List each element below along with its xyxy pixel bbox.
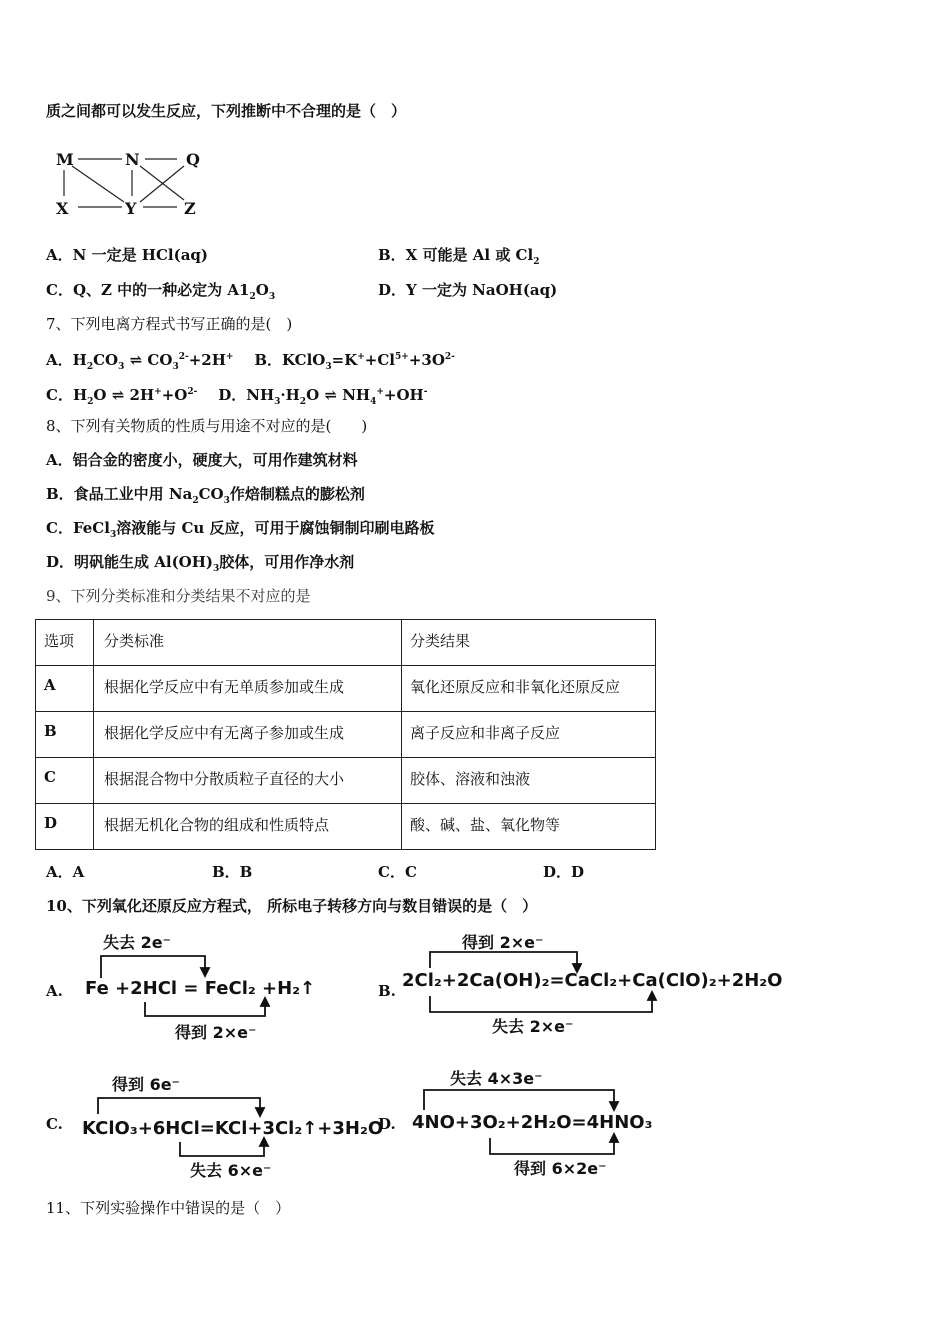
table-cell: D	[36, 804, 94, 850]
q10-option-b-label: B.	[378, 982, 396, 1000]
q7-option-c: C．$H_2O$ ⇌ $2H^++O^{2-}$ D．$NH_3\cdot H_2O$ ⇌ $NH_4^++OH^-$	[46, 386, 428, 407]
q9-option-a: A．A	[46, 863, 85, 881]
table-row	[36, 712, 656, 758]
q6-stem: 质之间都可以发生反应，下列推断中不合理的是（ ）	[46, 102, 407, 120]
q8-option-c: C．FeCl$_3$溶液能与 Cu 反应，可用于腐蚀铜制印刷电路板	[46, 519, 435, 540]
table-cell: 酸、碱、盐、氧化物等	[402, 804, 656, 850]
node-q: Q	[186, 150, 200, 169]
q6-option-c: C．Q、Z 中的一种必定为 $A1_2O_3$	[46, 281, 276, 302]
table-cell: 氧化还原反应和非氧化还原反应	[402, 666, 656, 712]
table-header-row	[36, 620, 656, 666]
table-cell: 胶体、溶液和浊液	[402, 758, 656, 804]
q8-option-b: B．食品工业中用 $Na_2CO_3$作焙制糕点的膨松剂	[46, 485, 365, 506]
equation-text: Fe +2HCl = FeCl₂ +H₂↑	[85, 978, 316, 999]
q6-option-b: B．X 可能是 Al 或 $Cl_2$	[378, 246, 540, 267]
table-header: 分类结果	[402, 620, 656, 666]
q10-option-c-label: C.	[46, 1115, 63, 1133]
node-x: X	[56, 199, 69, 218]
node-m: M	[56, 150, 74, 169]
q6-option-d: D．Y 一定为 NaOH(aq)	[378, 281, 558, 299]
electron-transfer-top: 得到 2×e⁻	[462, 933, 544, 952]
table-row	[36, 666, 656, 712]
q11-stem: 11、下列实验操作中错误的是（ ）	[46, 1199, 291, 1217]
electron-transfer-top: 失去 4×3e⁻	[450, 1069, 543, 1088]
electron-transfer-bottom: 得到 6×2e⁻	[514, 1159, 607, 1178]
q7-option-a: A．$H_2CO_3$ ⇌ $CO_3^{2-}+2H^+$ B．$KClO_3=K^++Cl^{5+}+3O^{2-}$	[46, 351, 455, 372]
q10-stem: 10、下列氧化还原反应方程式， 所标电子转移方向与数目错误的是（ ）	[46, 897, 538, 915]
electron-transfer-bottom: 失去 2×e⁻	[492, 1017, 574, 1036]
q9-option-b: B．B	[212, 863, 253, 881]
table-cell: 根据化学反应中有无离子参加或生成	[94, 712, 402, 758]
q6-option-a: A．N 一定是 HCl(aq)	[46, 246, 209, 264]
equation-text: KClO₃+6HCl=KCl+3Cl₂↑+3H₂O	[82, 1118, 384, 1139]
q9-option-d: D．D	[543, 863, 585, 881]
table-cell: 根据化学反应中有无单质参加或生成	[94, 666, 402, 712]
electron-transfer-bottom: 得到 2×e⁻	[175, 1023, 257, 1042]
table-row	[36, 804, 656, 850]
q10-option-d-label: D.	[378, 1115, 396, 1133]
electron-transfer-top: 失去 2e⁻	[103, 933, 172, 952]
equation-text: 2Cl₂+2Ca(OH)₂=CaCl₂+Ca(ClO)₂+2H₂O	[402, 970, 783, 991]
table-cell: A	[36, 666, 94, 712]
q10-option-a-label: A.	[46, 982, 63, 1000]
q10-option-d-equation	[412, 1066, 672, 1181]
q9-stem: 9、下列分类标准和分类结果不对应的是	[46, 587, 311, 605]
node-n: N	[125, 150, 140, 169]
q8-stem: 8、下列有关物质的性质与用途不对应的是( )	[46, 417, 368, 435]
q7-stem: 7、下列电离方程式书写正确的是( )	[46, 315, 293, 333]
q9-table	[35, 619, 656, 850]
table-cell: B	[36, 712, 94, 758]
table-cell: 离子反应和非离子反应	[402, 712, 656, 758]
table-cell: 根据混合物中分散质粒子直径的大小	[94, 758, 402, 804]
table-cell: 根据无机化合物的组成和性质特点	[94, 804, 402, 850]
q8-option-d: D．明矾能生成 $Al(OH)_3$胶体，可用作净水剂	[46, 553, 355, 574]
q9-option-c: C．C	[378, 863, 417, 881]
table-row	[36, 758, 656, 804]
table-header: 选项	[36, 620, 94, 666]
electron-transfer-bottom: 失去 6×e⁻	[190, 1161, 272, 1180]
node-y: Y	[125, 199, 137, 218]
q10-option-c-equation	[82, 1072, 384, 1182]
q10-option-b-equation	[402, 930, 783, 1045]
electron-transfer-top: 得到 6e⁻	[112, 1075, 181, 1094]
table-cell: C	[36, 758, 94, 804]
node-z: Z	[184, 199, 196, 218]
q8-option-a: A．铝合金的密度小，硬度大，可用作建筑材料	[46, 451, 358, 469]
table-header: 分类标准	[94, 620, 402, 666]
q10-option-a-equation	[85, 930, 345, 1045]
equation-text: 4NO+3O₂+2H₂O=4HNO₃	[412, 1112, 653, 1133]
q6-relation-diagram	[52, 148, 212, 220]
